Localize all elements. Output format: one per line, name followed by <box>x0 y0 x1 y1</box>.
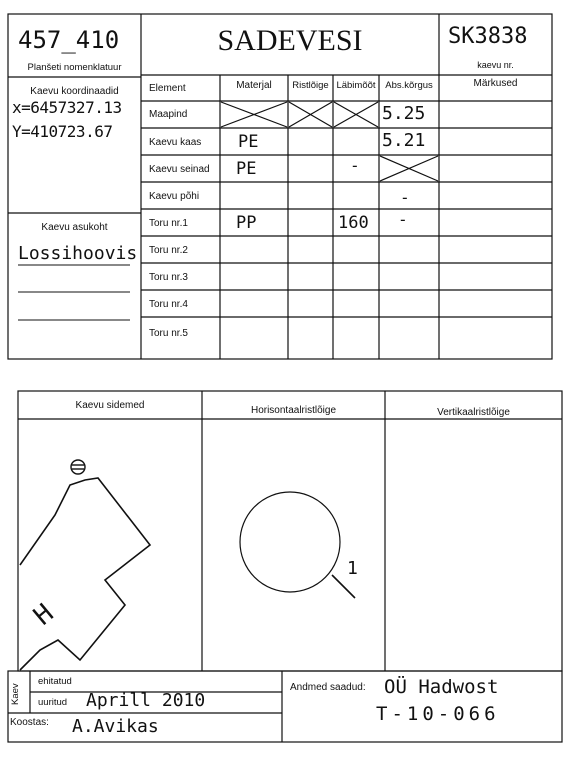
koostas-value: A.Avikas <box>72 716 159 737</box>
andmed-label: Andmed saadud: <box>290 682 366 693</box>
nomenclature-value: 457_410 <box>18 26 120 54</box>
kaev-label: Kaev <box>10 683 21 705</box>
uuritud-label: uuritud <box>38 697 68 708</box>
uuritud-value: Aprill 2010 <box>86 690 206 711</box>
row-element: Kaevu põhi <box>149 191 200 202</box>
location-label: Kaevu asukoht <box>41 222 108 233</box>
location-value: Lossihoovis <box>18 243 138 264</box>
row-element: Toru nr.5 <box>149 328 188 339</box>
header-element: Element <box>149 83 186 94</box>
row-abs: - <box>398 210 408 229</box>
header-materjal: Materjal <box>236 80 272 91</box>
row-materjal: PE <box>236 159 257 179</box>
sketch-header-vertikaal: Vertikaalristlõige <box>437 407 510 418</box>
pipe-label: 1 <box>347 558 358 579</box>
row-element: Toru nr.2 <box>149 245 188 256</box>
header-labimoot: Läbimõõt <box>336 80 376 91</box>
coord-y: Y=410723.67 <box>12 122 113 141</box>
ehitatud-label: ehitatud <box>38 676 72 687</box>
sheet-title: SADEVESI <box>217 24 363 57</box>
row-abs: 5.25 <box>382 103 426 124</box>
row-abs: 5.21 <box>382 130 426 151</box>
header-ristloige: Ristlõige <box>292 80 329 91</box>
coord-label: Kaevu koordinaadid <box>30 86 119 97</box>
andmed-value: OÜ Hadwost <box>384 676 499 698</box>
row-element: Toru nr.3 <box>149 272 188 283</box>
well-number-label: kaevu nr. <box>477 60 514 70</box>
well-marker-icon <box>71 460 85 474</box>
andmed-ref: T-10-066 <box>376 703 500 725</box>
header-abs-korgus: Abs.kõrgus <box>385 80 433 91</box>
row-labimoot: - <box>350 156 360 175</box>
well-circle <box>240 492 340 592</box>
sidemed-mark: H <box>28 598 60 632</box>
row-element: Toru nr.4 <box>149 299 188 310</box>
row-labimoot: 160 <box>338 213 369 233</box>
row-element: Kaevu seinad <box>149 164 210 175</box>
sketch-header-horisontaal: Horisontaalristlõige <box>250 405 337 416</box>
well-number-value: SK3838 <box>448 24 528 49</box>
nomenclature-label: Planšeti nomenklatuur <box>27 62 122 73</box>
row-element: Maapind <box>149 109 188 120</box>
coord-x: x=6457327.13 <box>12 98 122 117</box>
row-abs: - <box>400 188 410 207</box>
header-markused: Märkused <box>473 78 518 89</box>
row-element: Toru nr.1 <box>149 218 188 229</box>
koostas-label: Koostas: <box>10 717 49 728</box>
row-element: Kaevu kaas <box>149 137 202 148</box>
sketch-header-sidemed: Kaevu sidemed <box>75 400 145 411</box>
row-materjal: PE <box>238 132 259 152</box>
building-outline <box>20 478 150 670</box>
row-materjal: PP <box>236 213 257 233</box>
